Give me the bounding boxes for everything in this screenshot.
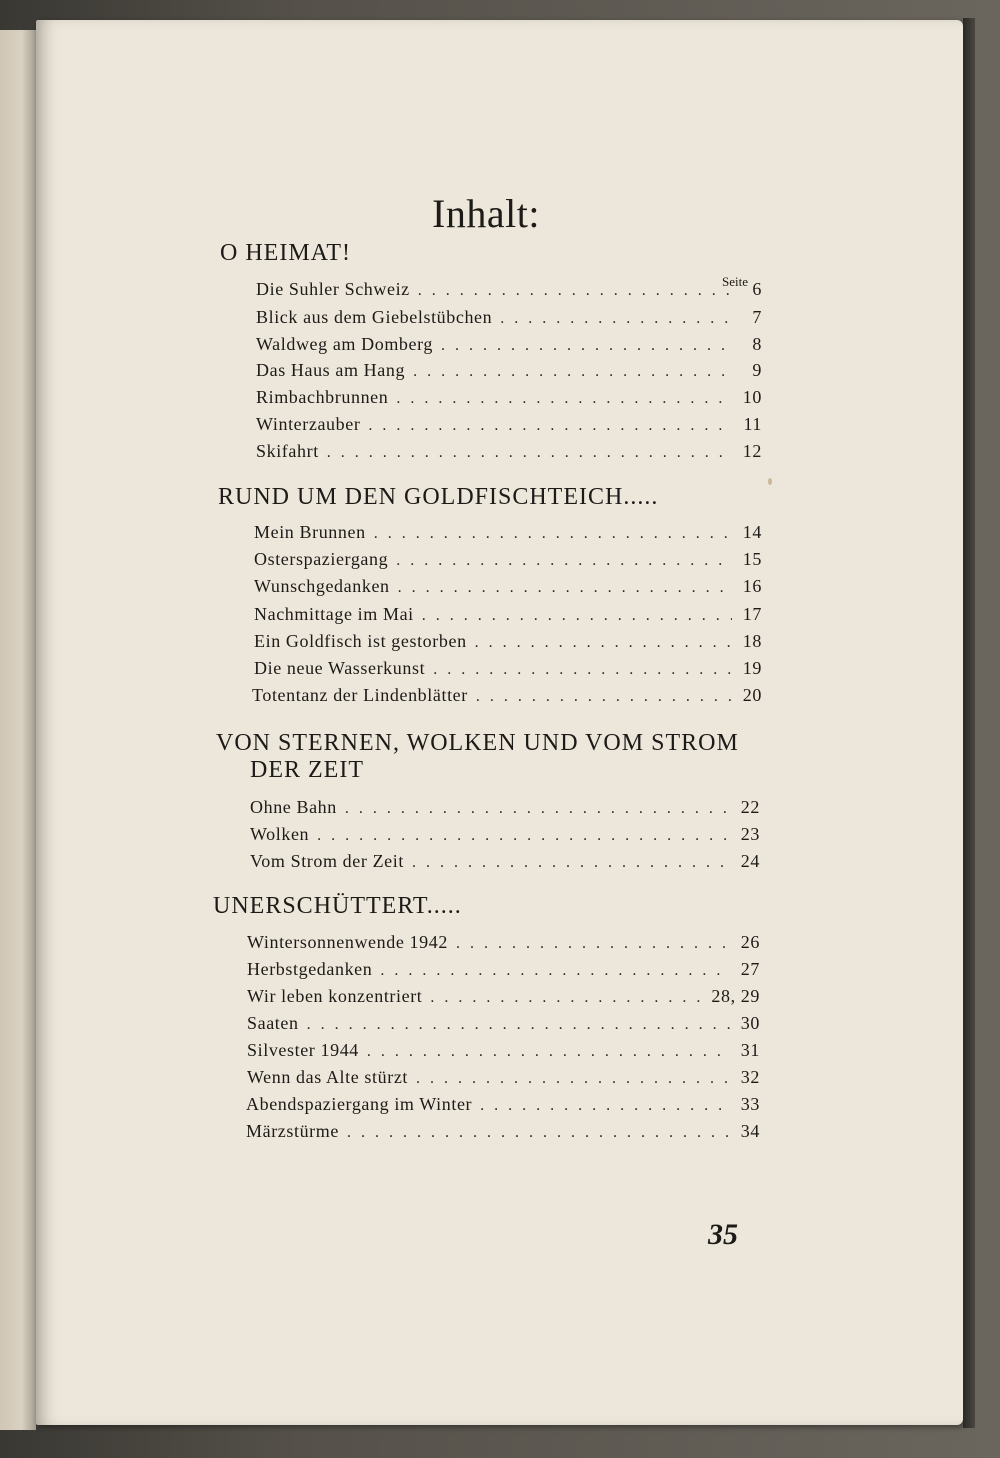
toc-entry[interactable] bbox=[246, 1094, 760, 1118]
dot-leader bbox=[456, 935, 730, 953]
section-heading-unerschuettert: UNERSCHÜTTERT..... bbox=[213, 893, 462, 919]
entry-page: 8 bbox=[752, 334, 762, 354]
entry-title: Silvester 1944 bbox=[247, 1040, 359, 1060]
entry-title: Mein Brunnen bbox=[254, 522, 366, 542]
entry-page: 34 bbox=[740, 1121, 760, 1141]
entry-title: Die Suhler Schweiz bbox=[256, 279, 410, 299]
dot-leader bbox=[367, 1043, 730, 1061]
entry-title: Wenn das Alte stürzt bbox=[247, 1067, 409, 1087]
section-heading-sternen-line2: DER ZEIT bbox=[250, 757, 364, 783]
dot-leader bbox=[396, 390, 732, 408]
entry-page: 32 bbox=[740, 1067, 760, 1087]
entry-page: 12 bbox=[742, 441, 762, 461]
dot-leader bbox=[380, 962, 730, 980]
toc-entry[interactable] bbox=[254, 576, 762, 600]
entry-page: 26 bbox=[740, 932, 760, 952]
toc-entry[interactable] bbox=[256, 441, 762, 465]
dot-leader bbox=[307, 1016, 730, 1034]
entry-page: 18 bbox=[742, 631, 762, 651]
toc-entry[interactable] bbox=[256, 334, 762, 358]
entry-page: 17 bbox=[742, 604, 762, 624]
entry-title: Osterspaziergang bbox=[254, 549, 389, 569]
entry-title: Waldweg am Domberg bbox=[256, 334, 433, 354]
toc-entry[interactable] bbox=[254, 631, 762, 655]
entry-title: Blick aus dem Giebelstübchen bbox=[256, 307, 493, 327]
dot-leader bbox=[476, 688, 732, 706]
entry-title: Saaten bbox=[247, 1013, 299, 1033]
dot-leader bbox=[347, 1124, 730, 1142]
facing-page-edge bbox=[0, 30, 36, 1430]
entry-title: Die neue Wasserkunst bbox=[254, 658, 426, 678]
dot-leader bbox=[374, 525, 732, 543]
entry-title: Wunschgedanken bbox=[254, 576, 390, 596]
section-heading-o-heimat: O HEIMAT! bbox=[220, 240, 351, 266]
toc-entry[interactable] bbox=[250, 824, 760, 848]
dot-leader bbox=[398, 579, 732, 597]
dot-leader bbox=[413, 363, 732, 381]
entry-page: 11 bbox=[743, 414, 762, 434]
entry-title: Abendspaziergang im Winter bbox=[246, 1094, 473, 1114]
toc-entry[interactable] bbox=[256, 279, 762, 303]
toc-entry[interactable] bbox=[250, 851, 760, 875]
entry-title: Das Haus am Hang bbox=[256, 360, 406, 380]
entry-page: 31 bbox=[740, 1040, 760, 1060]
dot-leader bbox=[441, 337, 732, 355]
entry-page: 7 bbox=[752, 307, 762, 327]
dot-leader bbox=[368, 417, 732, 435]
toc-entry[interactable] bbox=[254, 522, 762, 546]
toc-entry[interactable] bbox=[252, 685, 762, 709]
dot-leader bbox=[345, 800, 730, 818]
toc-entry[interactable] bbox=[256, 414, 762, 438]
page-number: 35 bbox=[708, 1218, 738, 1251]
toc-entry[interactable] bbox=[250, 797, 760, 821]
entry-page: 14 bbox=[742, 522, 762, 542]
toc-entry[interactable] bbox=[254, 658, 762, 682]
toc-entry[interactable] bbox=[247, 959, 760, 983]
section-heading-goldfischteich: RUND UM DEN GOLDFISCHTEICH..... bbox=[218, 484, 659, 510]
toc-entry[interactable] bbox=[256, 360, 762, 384]
toc-entry[interactable] bbox=[256, 307, 762, 331]
entry-page: 10 bbox=[742, 387, 762, 407]
dot-leader bbox=[480, 1097, 730, 1115]
dot-leader bbox=[500, 310, 732, 328]
dot-leader bbox=[433, 661, 732, 679]
toc-entry[interactable] bbox=[247, 986, 760, 1010]
entry-title: Ein Goldfisch ist gestorben bbox=[254, 631, 467, 651]
toc-entry[interactable] bbox=[246, 1121, 760, 1145]
dot-leader bbox=[396, 552, 732, 570]
entry-title: Totentanz der Lindenblätter bbox=[252, 685, 468, 705]
dot-leader bbox=[422, 607, 732, 625]
entry-page: 27 bbox=[740, 959, 760, 979]
entry-page: 33 bbox=[740, 1094, 760, 1114]
entry-title: Wolken bbox=[250, 824, 310, 844]
toc-entry[interactable] bbox=[247, 1067, 760, 1091]
toc-entry[interactable] bbox=[254, 549, 762, 573]
entry-page: 16 bbox=[742, 576, 762, 596]
entry-page: 20 bbox=[742, 685, 762, 705]
dot-leader bbox=[327, 444, 732, 462]
entry-title: Skifahrt bbox=[256, 441, 319, 461]
entry-title: Ohne Bahn bbox=[250, 797, 337, 817]
entry-page: 24 bbox=[740, 851, 760, 871]
entry-title: Rimbachbrunnen bbox=[256, 387, 389, 407]
toc-entry[interactable] bbox=[256, 387, 762, 411]
dot-leader bbox=[416, 1070, 730, 1088]
entry-title: Wir leben konzentriert bbox=[247, 986, 423, 1006]
entry-title: Winterzauber bbox=[256, 414, 361, 434]
entry-page: 28, 29 bbox=[711, 986, 760, 1006]
entry-page: 9 bbox=[752, 360, 762, 380]
entry-title: Nachmittage im Mai bbox=[254, 604, 414, 624]
toc-entry[interactable] bbox=[254, 604, 762, 628]
toc-entry[interactable] bbox=[247, 1040, 760, 1064]
entry-page: 19 bbox=[742, 658, 762, 678]
entry-page: 6 bbox=[752, 279, 762, 299]
dot-leader bbox=[412, 854, 730, 872]
page-title: Inhalt: bbox=[432, 191, 540, 236]
dot-leader bbox=[430, 989, 707, 1007]
entry-title: Herbstgedanken bbox=[247, 959, 373, 979]
entry-page: 30 bbox=[740, 1013, 760, 1033]
section-heading-sternen: VON STERNEN, WOLKEN UND VOM STROM bbox=[216, 730, 739, 756]
entry-title: Märzstürme bbox=[246, 1121, 339, 1141]
entry-title: Vom Strom der Zeit bbox=[250, 851, 404, 871]
dot-leader bbox=[317, 827, 730, 845]
dot-leader bbox=[475, 634, 732, 652]
entry-page: 23 bbox=[740, 824, 760, 844]
entry-page: 15 bbox=[742, 549, 762, 569]
paper-speck bbox=[768, 478, 772, 485]
entry-title: Wintersonnenwende 1942 bbox=[247, 932, 448, 952]
toc-entry[interactable] bbox=[247, 1013, 760, 1037]
seite-label: Seite bbox=[722, 274, 748, 289]
entry-page: 22 bbox=[740, 797, 760, 817]
toc-entry[interactable] bbox=[247, 932, 760, 956]
dot-leader bbox=[418, 282, 732, 300]
